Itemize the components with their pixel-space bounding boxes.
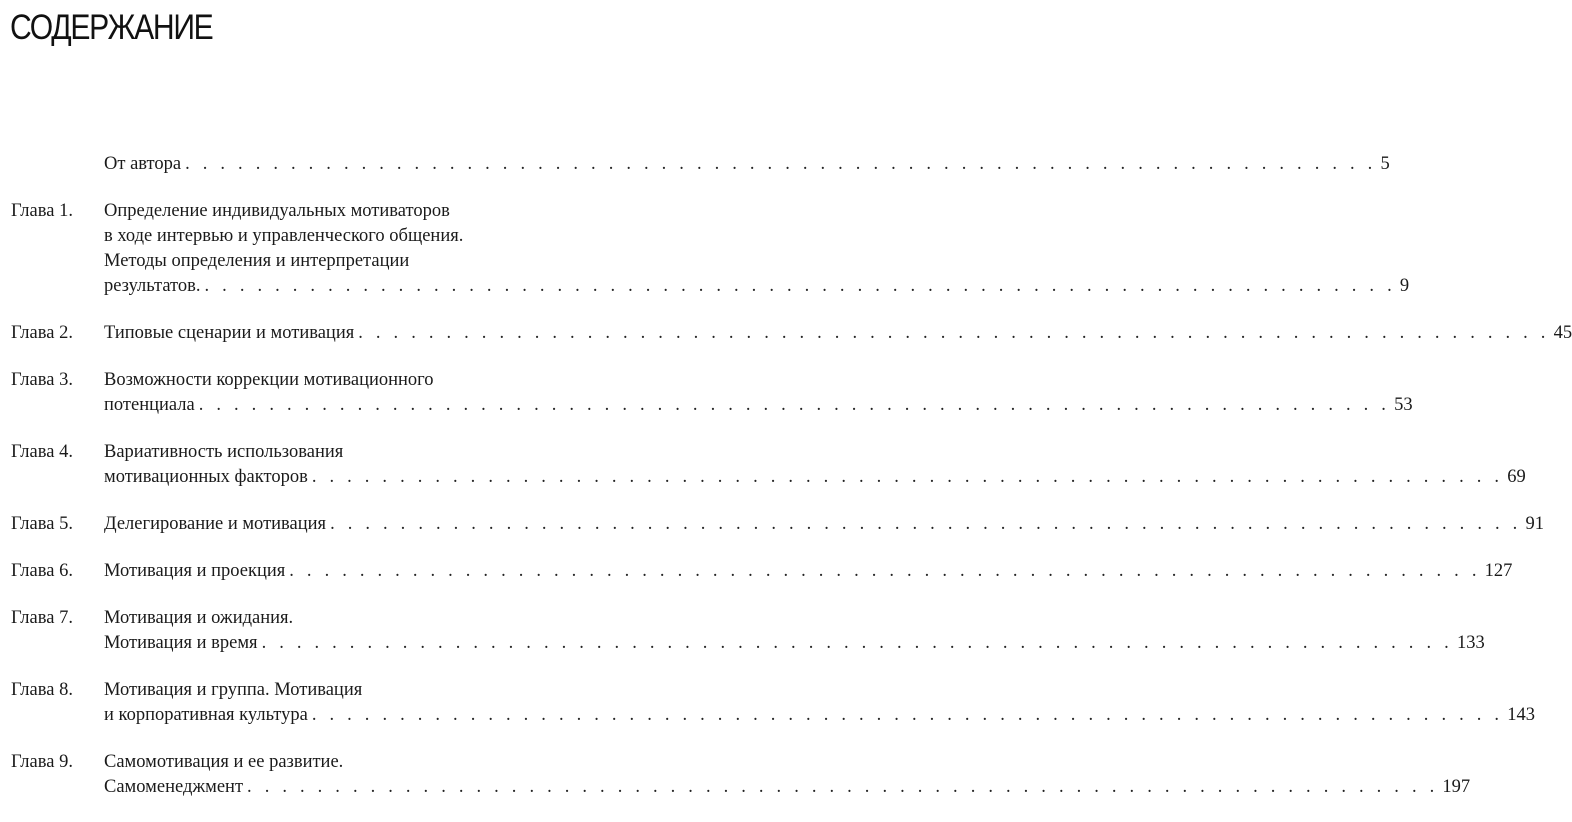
entry-title-line: Самоменеджмент [104,777,244,797]
dot-leader: . . . . . . . . . . . . . . . . . . . . . . . . . . . . . . . . . . . . . . . . . . . . . . . . . . . . . . . . . . . . . . . . . . . . [289,561,1481,581]
page-number: 143 [1507,705,1535,725]
toc-entry [11,440,1526,490]
entry-title-line: Мотивация и время [104,633,258,653]
dot-leader: . . . . . . . . . . . . . . . . . . . . . . . . . . . . . . . . . . . . . . . . . . . . . . . . . . . . . . . . . . . . . . . . . . . . [247,777,1439,797]
toc-entry [11,606,1485,656]
dot-leader: . . . . . . . . . . . . . . . . . . . . . . . . . . . . . . . . . . . . . . . . . . . . . . . . . . . . . . . . . . . . . . . . . . . . [185,154,1377,174]
dot-leader: . . . . . . . . . . . . . . . . . . . . . . . . . . . . . . . . . . . . . . . . . . . . . . . . . . . . . . . . . . . . . . . . . . . . [311,705,1504,725]
entry-title-line: мотивационных факторов [104,467,308,487]
entry-last-line [104,631,1485,656]
entry-title [104,440,1526,490]
toc-entry [11,368,1413,418]
table-of-contents [11,152,1572,822]
dot-leader: . . . . . . . . . . . . . . . . . . . . . . . . . . . . . . . . . . . . . . . . . . . . . . . . . . . . . . . . . . . . . . . . . . . . [311,467,1504,487]
toc-entry [11,199,1410,299]
entry-title-line: Вариативность использования [104,442,344,462]
toc-entry [11,559,1513,584]
chapter-number: Глава 9. [11,752,73,772]
page-number: 127 [1484,561,1513,581]
entry-title-line: результатов. [104,276,201,296]
entry-title [104,678,1535,728]
entry-title-line: Определение индивидуальных мотиваторов [104,201,450,221]
entry-title-line: потенциала [104,395,195,415]
entry-title-line: От автора [104,154,182,174]
dot-leader: . . . . . . . . . . . . . . . . . . . . . . . . . . . . . . . . . . . . . . . . . . . . . . . . . . . . . . . . . . . . . . . . . . . . [261,633,1453,653]
entry-title-line: Самомотивация и ее развитие. [104,752,344,772]
entry-last-line [104,465,1526,490]
page-number: 133 [1456,633,1485,653]
entry-last-line [104,559,1513,584]
toc-entry [11,678,1535,728]
entry-last-line [104,775,1471,800]
entry-last-line [104,393,1413,418]
entry-title [104,321,1572,346]
chapter-number: Глава 4. [11,442,73,462]
chapter-number: Глава 8. [11,680,73,700]
entry-last-line [104,274,1410,299]
entry-title-line: и корпоративная культура [104,705,308,725]
page-number: 197 [1442,777,1471,797]
entry-last-line [104,152,1390,177]
entry-last-line [104,512,1544,537]
entry-title [104,368,1413,418]
dot-leader: . . . . . . . . . . . . . . . . . . . . . . . . . . . . . . . . . . . . . . . . . . . . . . . . . . . . . . . . . . . . . . . . . . . . [204,276,1396,296]
chapter-number: Глава 7. [11,608,73,628]
chapter-number: Глава 3. [11,370,73,390]
dot-leader: . . . . . . . . . . . . . . . . . . . . . . . . . . . . . . . . . . . . . . . . . . . . . . . . . . . . . . . . . . . . . . . . . . . . [358,323,1550,343]
chapter-number: Глава 1. [11,201,73,221]
entry-title-line: Мотивация и ожидания. [104,608,294,628]
toc-entry [11,512,1544,537]
entry-title [104,512,1544,537]
toc-entry [11,321,1572,346]
entry-title-line: Мотивация и группа. Мотивация [104,680,363,700]
entry-title-line: Типовые сценарии и мотивация [104,323,355,343]
chapter-number: Глава 2. [11,323,73,343]
entry-title-line: Методы определения и интерпретации [104,251,410,271]
page-number: 5 [1380,154,1390,174]
page-number: 9 [1399,276,1410,296]
entry-title [104,152,1390,177]
entry-title [104,199,1410,299]
toc-entry [11,152,1390,177]
entry-title-line: в ходе интервью и управленческого общения. [104,226,464,246]
entry-title [104,559,1513,584]
entry-last-line [104,321,1572,346]
entry-title-line: Возможности коррекции мотивационного [104,370,434,390]
page-number: 69 [1507,467,1526,487]
page-title: СОДЕРЖАНИЕ [10,8,213,47]
page-number: 91 [1525,514,1544,534]
page-number: 45 [1553,323,1572,343]
dot-leader: . . . . . . . . . . . . . . . . . . . . . . . . . . . . . . . . . . . . . . . . . . . . . . . . . . . . . . . . . . . . . . . . . . . . [198,395,1391,415]
entry-title-line: Мотивация и проекция [104,561,286,581]
entry-title-line: Делегирование и мотивация [104,514,327,534]
entry-title [104,750,1471,800]
entry-title [104,606,1485,656]
chapter-number: Глава 5. [11,514,73,534]
entry-last-line [104,703,1535,728]
dot-leader: . . . . . . . . . . . . . . . . . . . . . . . . . . . . . . . . . . . . . . . . . . . . . . . . . . . . . . . . . . . . . . . . . . . . [330,514,1522,534]
page-number: 53 [1394,395,1413,415]
chapter-number: Глава 6. [11,561,73,581]
toc-entry [11,750,1471,800]
